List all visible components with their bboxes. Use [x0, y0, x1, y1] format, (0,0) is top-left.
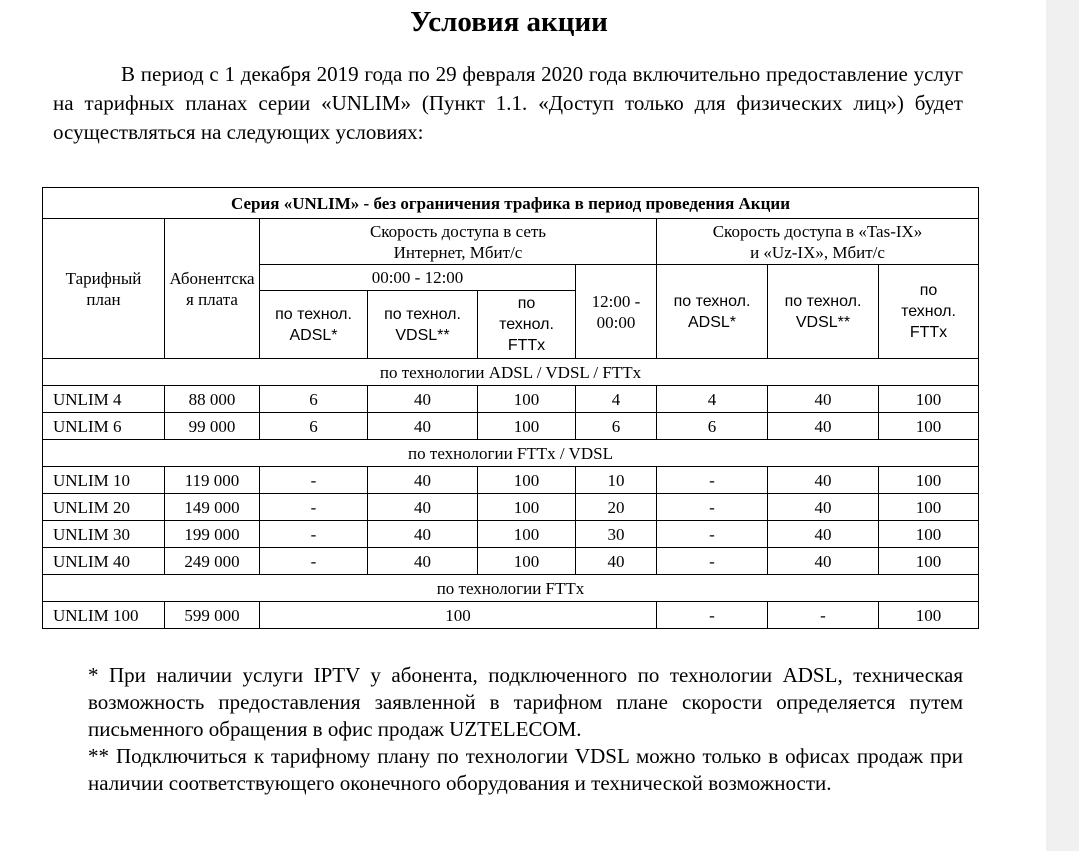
local-adsl-speed: -: [657, 494, 768, 521]
local-fttx-speed: 100: [879, 521, 979, 548]
internet-adsl-speed: -: [260, 548, 368, 575]
group-label: по технологии FTTx / VDSL: [43, 440, 979, 467]
internet-night-speed: 20: [576, 494, 657, 521]
internet-night-speed: 10: [576, 467, 657, 494]
local-fttx-speed: 100: [879, 467, 979, 494]
internet-adsl-speed: -: [260, 521, 368, 548]
col-local-header: Скорость доступа в «Tas-IX» и «Uz-IX», Мбит/с: [657, 219, 979, 265]
plan-name: UNLIM 30: [43, 521, 165, 548]
plan-fee: 199 000: [165, 521, 260, 548]
local-adsl-speed: 6: [657, 413, 768, 440]
internet-adsl-header: по технол. ADSL*: [260, 291, 368, 359]
internet-fttx-speed: 100: [478, 413, 576, 440]
group-row: [43, 575, 979, 602]
local-adsl-speed: -: [657, 602, 768, 629]
plan-name: UNLIM 20: [43, 494, 165, 521]
local-vdsl-speed: -: [768, 602, 879, 629]
plan-name: UNLIM 4: [43, 386, 165, 413]
table-row: [43, 494, 979, 521]
local-fttx-speed: 100: [879, 548, 979, 575]
col-fee-header: Абонентская плата: [165, 219, 260, 359]
local-fttx-header: по технол. FTTx: [879, 265, 979, 359]
page-title: Условия акции: [410, 6, 608, 38]
period-night-header: 12:00 - 00:00: [576, 265, 657, 359]
internet-fttx-speed: 100: [478, 386, 576, 413]
local-adsl-speed: -: [657, 467, 768, 494]
local-vdsl-speed: 40: [768, 548, 879, 575]
intro-paragraph: В период с 1 декабря 2019 года по 29 февраля 2020 года включительно предоставление услуг на тарифных планах серии «UNLIM» (Пункт 1.1. «Доступ только для физических лиц») будет осуществляться на следующих условиях:: [53, 62, 963, 144]
plan-fee: 249 000: [165, 548, 260, 575]
col-plan-header: Тарифный план: [43, 219, 165, 359]
plan-name: UNLIM 100: [43, 602, 165, 629]
internet-night-speed: 6: [576, 413, 657, 440]
local-vdsl-speed: 40: [768, 494, 879, 521]
group-row: [43, 440, 979, 467]
internet-fttx-speed: 100: [478, 521, 576, 548]
table-row: [43, 548, 979, 575]
table-row: [43, 467, 979, 494]
internet-fttx-speed: 100: [478, 548, 576, 575]
col-internet-header: Скорость доступа в сеть Интернет, Мбит/с: [260, 219, 657, 265]
footnote-adsl: * При наличии услуги IPTV у абонента, подключенного по технологии ADSL, техническая возможность предоставления заявленной в тарифном плане скорости определяется путем письменного обращения в офис продаж UZTELECOM.: [88, 663, 963, 741]
internet-vdsl-speed: 40: [368, 521, 478, 548]
plan-fee: 99 000: [165, 413, 260, 440]
period-day-header: 00:00 - 12:00: [260, 265, 576, 291]
plan-fee: 149 000: [165, 494, 260, 521]
group-label: по технологии ADSL / VDSL / FTTx: [43, 359, 979, 386]
scrollbar-track[interactable]: [1046, 0, 1079, 851]
table-row: [43, 386, 979, 413]
local-adsl-speed: -: [657, 548, 768, 575]
local-vdsl-header: по технол. VDSL**: [768, 265, 879, 359]
internet-night-speed: 4: [576, 386, 657, 413]
internet-speed-merged: 100: [260, 602, 657, 629]
plan-name: UNLIM 6: [43, 413, 165, 440]
internet-vdsl-speed: 40: [368, 494, 478, 521]
local-adsl-speed: 4: [657, 386, 768, 413]
plan-fee: 88 000: [165, 386, 260, 413]
local-adsl-header: по технол. ADSL*: [657, 265, 768, 359]
internet-vdsl-speed: 40: [368, 467, 478, 494]
footnotes: [88, 662, 963, 797]
tariff-table: [42, 187, 979, 629]
local-vdsl-speed: 40: [768, 386, 879, 413]
table-row: [43, 413, 979, 440]
internet-adsl-speed: 6: [260, 386, 368, 413]
local-fttx-speed: 100: [879, 494, 979, 521]
series-header: Серия «UNLIM» - без ограничения трафика в период проведения Акции: [43, 188, 979, 219]
internet-vdsl-speed: 40: [368, 548, 478, 575]
local-vdsl-speed: 40: [768, 521, 879, 548]
footnote-vdsl: ** Подключиться к тарифному плану по технологии VDSL можно только в офисах продаж при наличии соответствующего оконечного оборудования и технической возможности.: [88, 744, 963, 795]
internet-adsl-speed: -: [260, 494, 368, 521]
plan-fee: 119 000: [165, 467, 260, 494]
internet-night-speed: 40: [576, 548, 657, 575]
table-row: [43, 521, 979, 548]
internet-night-speed: 30: [576, 521, 657, 548]
internet-adsl-speed: -: [260, 467, 368, 494]
internet-fttx-speed: 100: [478, 467, 576, 494]
local-vdsl-speed: 40: [768, 413, 879, 440]
local-fttx-speed: 100: [879, 386, 979, 413]
plan-name: UNLIM 40: [43, 548, 165, 575]
internet-vdsl-speed: 40: [368, 413, 478, 440]
internet-adsl-speed: 6: [260, 413, 368, 440]
local-adsl-speed: -: [657, 521, 768, 548]
internet-fttx-header: по технол. FTTx: [478, 291, 576, 359]
internet-fttx-speed: 100: [478, 494, 576, 521]
internet-vdsl-speed: 40: [368, 386, 478, 413]
plan-fee: 599 000: [165, 602, 260, 629]
local-vdsl-speed: 40: [768, 467, 879, 494]
internet-vdsl-header: по технол. VDSL**: [368, 291, 478, 359]
plan-name: UNLIM 10: [43, 467, 165, 494]
table-row: [43, 602, 979, 629]
local-fttx-speed: 100: [879, 413, 979, 440]
local-fttx-speed: 100: [879, 602, 979, 629]
group-row: [43, 359, 979, 386]
group-label: по технологии FTTx: [43, 575, 979, 602]
tariff-rows: [43, 359, 979, 629]
